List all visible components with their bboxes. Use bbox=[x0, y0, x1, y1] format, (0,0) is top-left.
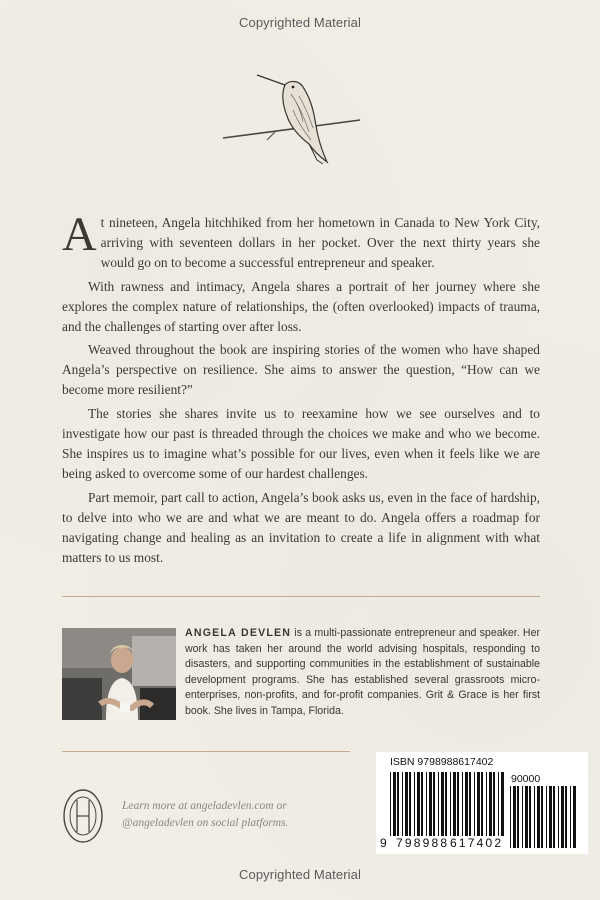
divider-rule-short bbox=[62, 751, 350, 752]
divider-rule bbox=[62, 596, 540, 597]
drop-cap: A bbox=[62, 208, 97, 261]
author-bio bbox=[185, 626, 540, 719]
author-photo bbox=[62, 628, 176, 720]
copyright-watermark-bottom: Copyrighted Material bbox=[239, 867, 361, 882]
price-code-label: 90000 bbox=[511, 773, 541, 785]
copyright-watermark-top: Copyrighted Material bbox=[239, 15, 361, 30]
book-description bbox=[62, 208, 540, 571]
description-paragraph-1-text: t nineteen, Angela hitchhiked from her hometown in Canada to New York City, arriving with seventeen dollars in her pocket. Over the next thirty years she would go on to become a successful entrepreneur and speaker. bbox=[100, 215, 540, 270]
isbn-barcode bbox=[376, 752, 588, 854]
isbn-label: ISBN 9798988617402 bbox=[390, 756, 494, 768]
description-paragraph-3: Weaved throughout the book are inspiring stories of the women who have shaped Angela’s perspective on resilience. She aims to answer the question, “How can we become more resilient?” bbox=[62, 342, 540, 398]
learn-more-text: Learn more at angeladevlen.com or @angeladevlen on social platforms. bbox=[122, 800, 289, 829]
author-name: ANGELA DEVLEN bbox=[185, 627, 292, 639]
barcode-digit-group-2: 617402 bbox=[450, 836, 504, 850]
barcode-digit-group-1: 798988 bbox=[396, 836, 450, 850]
description-paragraph-5: Part memoir, part call to action, Angela’s book asks us, even in the face of hardship, to delve into who we are and what we are meant to do. Angela offers a roadmap for navigating change and healing as an invitation to create a life in alignment with what matters to us most. bbox=[62, 489, 540, 565]
description-paragraph-2: With rawness and intimacy, Angela shares a portrait of her journey where she explores the complex nature of relationships, the (often overlooked) impacts of trauma, and the challenges of starting over after loss. bbox=[62, 278, 540, 334]
hummingbird-on-branch-icon bbox=[215, 60, 375, 180]
description-paragraph-4: The stories she shares invite us to reexamine how we see ourselves and to investigate how our past is threaded through the choices we make and who we become. She inspires us to imagine what’s possible for our lives, even when it feels like we are being asked to overcome some of our hardest challenges. bbox=[62, 406, 540, 481]
barcode-digit-lead: 9 bbox=[380, 836, 387, 850]
author-bio-text: is a multi-passionate entrepreneur and speaker. Her work has taken her around the world advising hospitals, responding to disasters, and supporting communities in the establishment of sustainable development programs. She has established several grassroots micro-enterprises, non-profits, and for-profit companies. Grit & Grace is her first book. She lives in Tampa, Florida. bbox=[185, 627, 540, 717]
publisher-monogram-icon bbox=[62, 788, 104, 844]
description-paragraph-1 bbox=[62, 208, 540, 273]
